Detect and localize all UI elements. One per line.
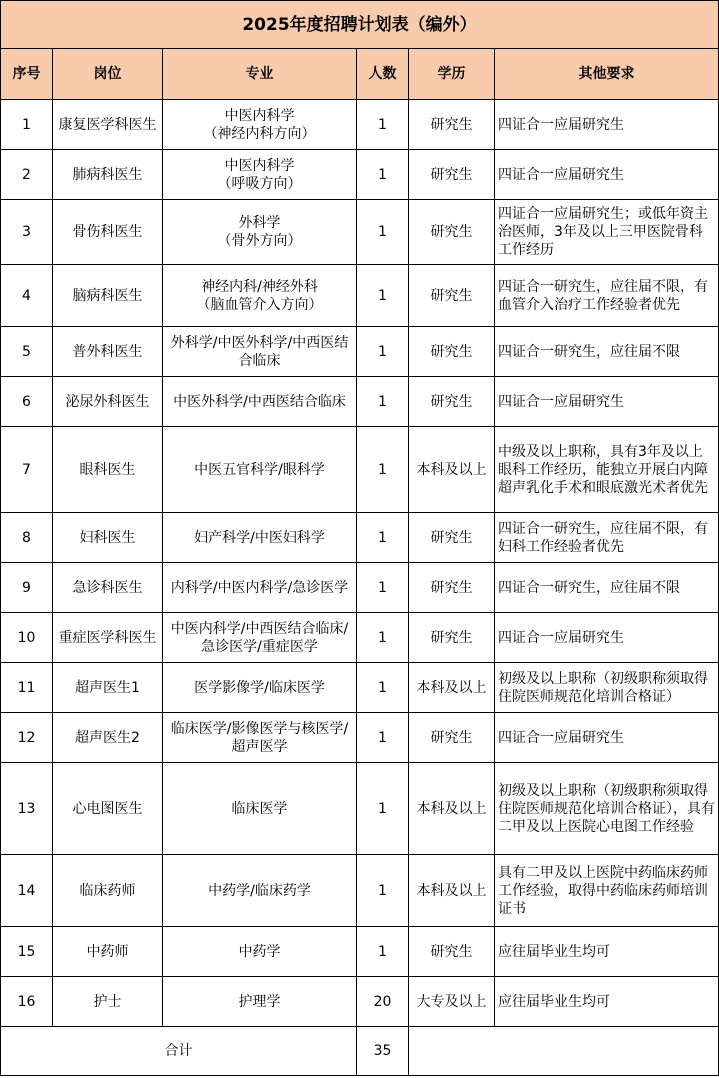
table-row [1, 663, 719, 713]
row-position: 急诊科医生 [53, 563, 163, 613]
row-no: 16 [1, 977, 53, 1027]
row-position: 妇科医生 [53, 513, 163, 563]
row-position: 临床药师 [53, 855, 163, 927]
row-other: 中级及以上职称，具有3年及以上眼科工作经历，能独立开展白内障超声乳化手术和眼底激光术者优先 [495, 427, 719, 513]
row-count: 1 [357, 713, 409, 763]
row-major: 中医内科学 （呼吸方向） [163, 150, 357, 200]
row-other: 初级及以上职称（初级职称须取得住院医师规范化培训合格证） [495, 663, 719, 713]
row-education: 研究生 [409, 100, 495, 150]
row-no: 8 [1, 513, 53, 563]
row-major: 妇产科学/中医妇科学 [163, 513, 357, 563]
table-row [1, 377, 719, 427]
row-count: 1 [357, 200, 409, 265]
row-education: 本科及以上 [409, 855, 495, 927]
row-count: 1 [357, 763, 409, 855]
row-other: 四证合一应届研究生；或低年资主治医师，3年及以上三甲医院骨科工作经历 [495, 200, 719, 265]
table-row [1, 613, 719, 663]
row-major: 神经内科/神经外科 （脑血管介入方向） [163, 265, 357, 327]
row-position: 心电图医生 [53, 763, 163, 855]
table-row [1, 927, 719, 977]
row-education: 研究生 [409, 513, 495, 563]
row-position: 超声医生1 [53, 663, 163, 713]
row-position: 眼科医生 [53, 427, 163, 513]
row-other: 四证合一研究生，应往届不限 [495, 327, 719, 377]
row-count: 1 [357, 100, 409, 150]
row-education: 本科及以上 [409, 427, 495, 513]
row-position: 超声医生2 [53, 713, 163, 763]
header-major: 专业 [163, 49, 357, 100]
row-no: 10 [1, 613, 53, 663]
row-major: 中医内科学 （神经内科方向） [163, 100, 357, 150]
row-education: 研究生 [409, 200, 495, 265]
header-position: 岗位 [53, 49, 163, 100]
row-no: 15 [1, 927, 53, 977]
row-education: 本科及以上 [409, 763, 495, 855]
row-no: 1 [1, 100, 53, 150]
row-count: 1 [357, 427, 409, 513]
table-row [1, 977, 719, 1027]
table-row [1, 855, 719, 927]
row-count: 1 [357, 927, 409, 977]
table-row [1, 200, 719, 265]
row-major: 临床医学/影像医学与核医学/超声医学 [163, 713, 357, 763]
row-education: 研究生 [409, 927, 495, 977]
row-count: 1 [357, 613, 409, 663]
table-body [1, 100, 719, 1027]
header-education: 学历 [409, 49, 495, 100]
row-count: 1 [357, 513, 409, 563]
title-row [1, 1, 719, 49]
row-major: 外科学/中医外科学/中西医结合临床 [163, 327, 357, 377]
row-other: 具有二甲及以上医院中药临床药师工作经验，取得中药临床药师培训证书 [495, 855, 719, 927]
total-blank [409, 1027, 719, 1076]
row-other: 四证合一应届研究生 [495, 150, 719, 200]
row-other: 四证合一研究生，应往届不限，有妇科工作经验者优先 [495, 513, 719, 563]
row-major: 医学影像学/临床医学 [163, 663, 357, 713]
table-row [1, 100, 719, 150]
row-major: 临床医学 [163, 763, 357, 855]
row-count: 1 [357, 663, 409, 713]
header-row [1, 49, 719, 100]
row-count: 1 [357, 150, 409, 200]
table-row [1, 265, 719, 327]
row-no: 12 [1, 713, 53, 763]
row-position: 普外科医生 [53, 327, 163, 377]
row-no: 3 [1, 200, 53, 265]
row-position: 康复医学科医生 [53, 100, 163, 150]
row-position: 骨伤科医生 [53, 200, 163, 265]
row-other: 初级及以上职称（初级职称须取得住院医师规范化培训合格证），具有二甲及以上医院心电图工作经验 [495, 763, 719, 855]
row-count: 1 [357, 855, 409, 927]
row-education: 研究生 [409, 377, 495, 427]
row-major: 中药学/临床药学 [163, 855, 357, 927]
table-row [1, 763, 719, 855]
table-row [1, 427, 719, 513]
row-other: 四证合一应届研究生 [495, 377, 719, 427]
row-education: 研究生 [409, 265, 495, 327]
row-education: 大专及以上 [409, 977, 495, 1027]
row-other: 四证合一研究生，应往届不限 [495, 563, 719, 613]
row-no: 14 [1, 855, 53, 927]
table-row [1, 150, 719, 200]
total-label: 合计 [1, 1027, 357, 1076]
row-major: 中医五官科学/眼科学 [163, 427, 357, 513]
row-no: 13 [1, 763, 53, 855]
row-education: 研究生 [409, 713, 495, 763]
row-major: 中药学 [163, 927, 357, 977]
row-position: 重症医学科医生 [53, 613, 163, 663]
row-other: 应往届毕业生均可 [495, 977, 719, 1027]
row-no: 9 [1, 563, 53, 613]
row-education: 研究生 [409, 613, 495, 663]
header-no: 序号 [1, 49, 53, 100]
table-row [1, 713, 719, 763]
row-major: 中医内科学/中西医结合临床/急诊医学/重症医学 [163, 613, 357, 663]
table-row [1, 327, 719, 377]
table-row [1, 563, 719, 613]
row-count: 1 [357, 377, 409, 427]
row-count: 1 [357, 327, 409, 377]
total-count: 35 [357, 1027, 409, 1076]
row-position: 肺病科医生 [53, 150, 163, 200]
row-major: 中医外科学/中西医结合临床 [163, 377, 357, 427]
row-major: 护理学 [163, 977, 357, 1027]
row-other: 四证合一应届研究生 [495, 613, 719, 663]
header-other: 其他要求 [495, 49, 719, 100]
row-education: 研究生 [409, 327, 495, 377]
row-education: 本科及以上 [409, 663, 495, 713]
row-no: 2 [1, 150, 53, 200]
row-position: 脑病科医生 [53, 265, 163, 327]
row-position: 护士 [53, 977, 163, 1027]
row-other: 四证合一研究生，应往届不限，有血管介入治疗工作经验者优先 [495, 265, 719, 327]
row-no: 7 [1, 427, 53, 513]
row-education: 研究生 [409, 563, 495, 613]
row-no: 4 [1, 265, 53, 327]
row-position: 泌尿外科医生 [53, 377, 163, 427]
table-row [1, 513, 719, 563]
table-title: 2025年度招聘计划表（编外） [1, 1, 719, 49]
header-count: 人数 [357, 49, 409, 100]
row-other: 四证合一应届研究生 [495, 713, 719, 763]
row-other: 应往届毕业生均可 [495, 927, 719, 977]
row-no: 6 [1, 377, 53, 427]
row-other: 四证合一应届研究生 [495, 100, 719, 150]
row-education: 研究生 [409, 150, 495, 200]
row-no: 11 [1, 663, 53, 713]
row-count: 1 [357, 563, 409, 613]
row-major: 内科学/中医内科学/急诊医学 [163, 563, 357, 613]
row-count: 20 [357, 977, 409, 1027]
row-major: 外科学 （骨外方向） [163, 200, 357, 265]
row-position: 中药师 [53, 927, 163, 977]
row-count: 1 [357, 265, 409, 327]
row-no: 5 [1, 327, 53, 377]
total-row [1, 1027, 719, 1076]
